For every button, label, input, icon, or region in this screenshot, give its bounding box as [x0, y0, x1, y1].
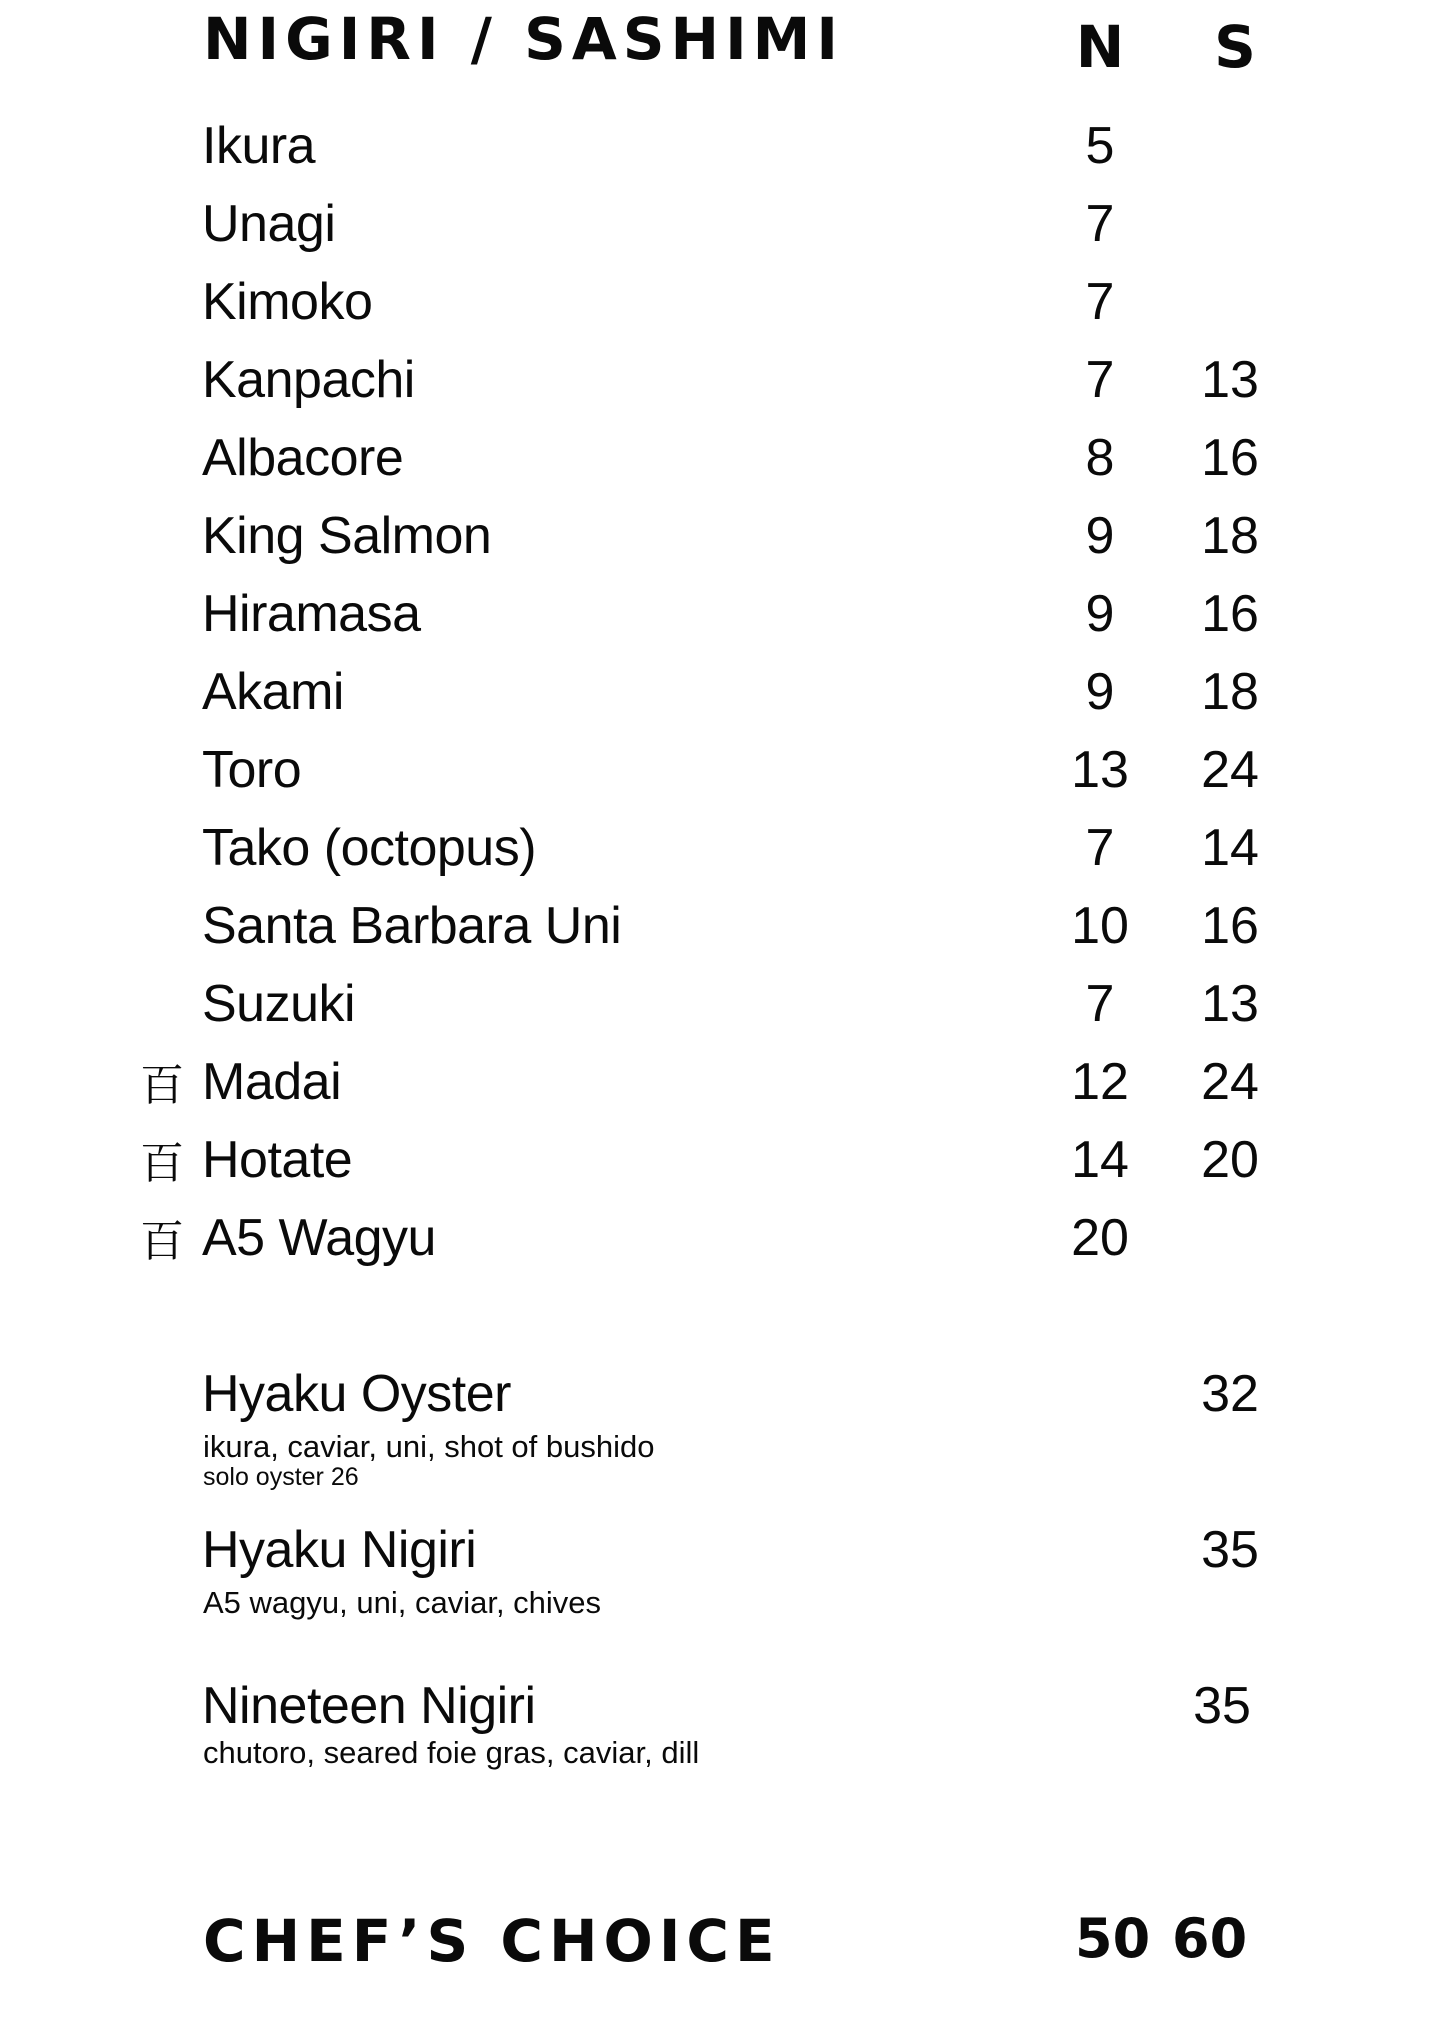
hyaku-mark: 百: [140, 1138, 184, 1189]
item-name: Tako (octopus): [202, 819, 537, 877]
column-header-sashimi: S: [1214, 13, 1256, 81]
sashimi-price: 24: [1201, 1053, 1259, 1111]
menu-item: [0, 352, 1452, 412]
nigiri-price: 10: [1071, 897, 1129, 955]
sashimi-price: 13: [1201, 975, 1259, 1033]
sashimi-price: 18: [1201, 507, 1259, 565]
item-name: Suzuki: [202, 975, 356, 1033]
menu-item: [0, 898, 1452, 958]
nigiri-price: 7: [1085, 819, 1115, 877]
special-price: 35: [1201, 1521, 1259, 1579]
special-name: Hyaku Oyster: [202, 1365, 511, 1423]
section-title: NIGIRI / SASHIMI: [203, 5, 844, 73]
chefs-choice-title: CHEF’S CHOICE: [203, 1907, 781, 1975]
menu-item: [0, 742, 1452, 802]
menu-item: [0, 664, 1452, 724]
menu-item: [0, 274, 1452, 334]
sashimi-price: 13: [1201, 351, 1259, 409]
item-name: Hiramasa: [202, 585, 421, 643]
special-note: solo oyster 26: [203, 1463, 359, 1491]
special-description: chutoro, seared foie gras, caviar, dill: [203, 1735, 700, 1770]
menu-item: [0, 430, 1452, 490]
item-name: Unagi: [202, 195, 336, 253]
sashimi-price: 16: [1201, 897, 1259, 955]
item-name: Toro: [202, 741, 302, 799]
nigiri-price: 13: [1071, 741, 1129, 799]
nigiri-price: 9: [1085, 585, 1115, 643]
sashimi-price: 18: [1201, 663, 1259, 721]
item-name: Santa Barbara Uni: [202, 897, 622, 955]
nigiri-price: 14: [1071, 1131, 1129, 1189]
menu-item: [0, 508, 1452, 568]
item-name: King Salmon: [202, 507, 492, 565]
special-price: 32: [1201, 1365, 1259, 1423]
menu-item: [0, 196, 1452, 256]
nigiri-price: 9: [1085, 507, 1115, 565]
nigiri-price: 7: [1085, 273, 1115, 331]
hyaku-mark: 百: [140, 1216, 184, 1267]
item-name: Kimoko: [202, 273, 373, 331]
sashimi-price: 14: [1201, 819, 1259, 877]
nigiri-price: 8: [1085, 429, 1115, 487]
sashimi-price: 16: [1201, 429, 1259, 487]
menu-item: [0, 1132, 1452, 1192]
item-name: Albacore: [202, 429, 404, 487]
menu-item: [0, 1210, 1452, 1270]
column-header-nigiri: N: [1075, 13, 1125, 81]
nigiri-price: 12: [1071, 1053, 1129, 1111]
special-name: Nineteen Nigiri: [202, 1677, 536, 1735]
nigiri-price: 7: [1085, 975, 1115, 1033]
item-name: Ikura: [202, 117, 316, 175]
special-price: 35: [1193, 1677, 1251, 1735]
menu-item: [0, 586, 1452, 646]
item-name: Kanpachi: [202, 351, 415, 409]
menu-item: [0, 820, 1452, 880]
chefs-choice-nigiri-price: 50: [1075, 1907, 1151, 1970]
nigiri-price: 20: [1071, 1209, 1129, 1267]
hyaku-mark: 百: [140, 1060, 184, 1111]
menu-item: [0, 118, 1452, 178]
item-name: Akami: [202, 663, 344, 721]
item-name: Madai: [202, 1053, 342, 1111]
special-description: ikura, caviar, uni, shot of bushido: [203, 1429, 655, 1464]
sashimi-price: 24: [1201, 741, 1259, 799]
nigiri-price: 9: [1085, 663, 1115, 721]
nigiri-price: 7: [1085, 351, 1115, 409]
chefs-choice-sashimi-price: 60: [1172, 1907, 1248, 1970]
item-name: Hotate: [202, 1131, 353, 1189]
special-name: Hyaku Nigiri: [202, 1521, 477, 1579]
menu-item: [0, 1054, 1452, 1114]
nigiri-price: 5: [1085, 117, 1115, 175]
sashimi-price: 20: [1201, 1131, 1259, 1189]
item-name: A5 Wagyu: [202, 1209, 436, 1267]
nigiri-price: 7: [1085, 195, 1115, 253]
sashimi-price: 16: [1201, 585, 1259, 643]
special-description: A5 wagyu, uni, caviar, chives: [203, 1585, 602, 1620]
menu-item: [0, 976, 1452, 1036]
